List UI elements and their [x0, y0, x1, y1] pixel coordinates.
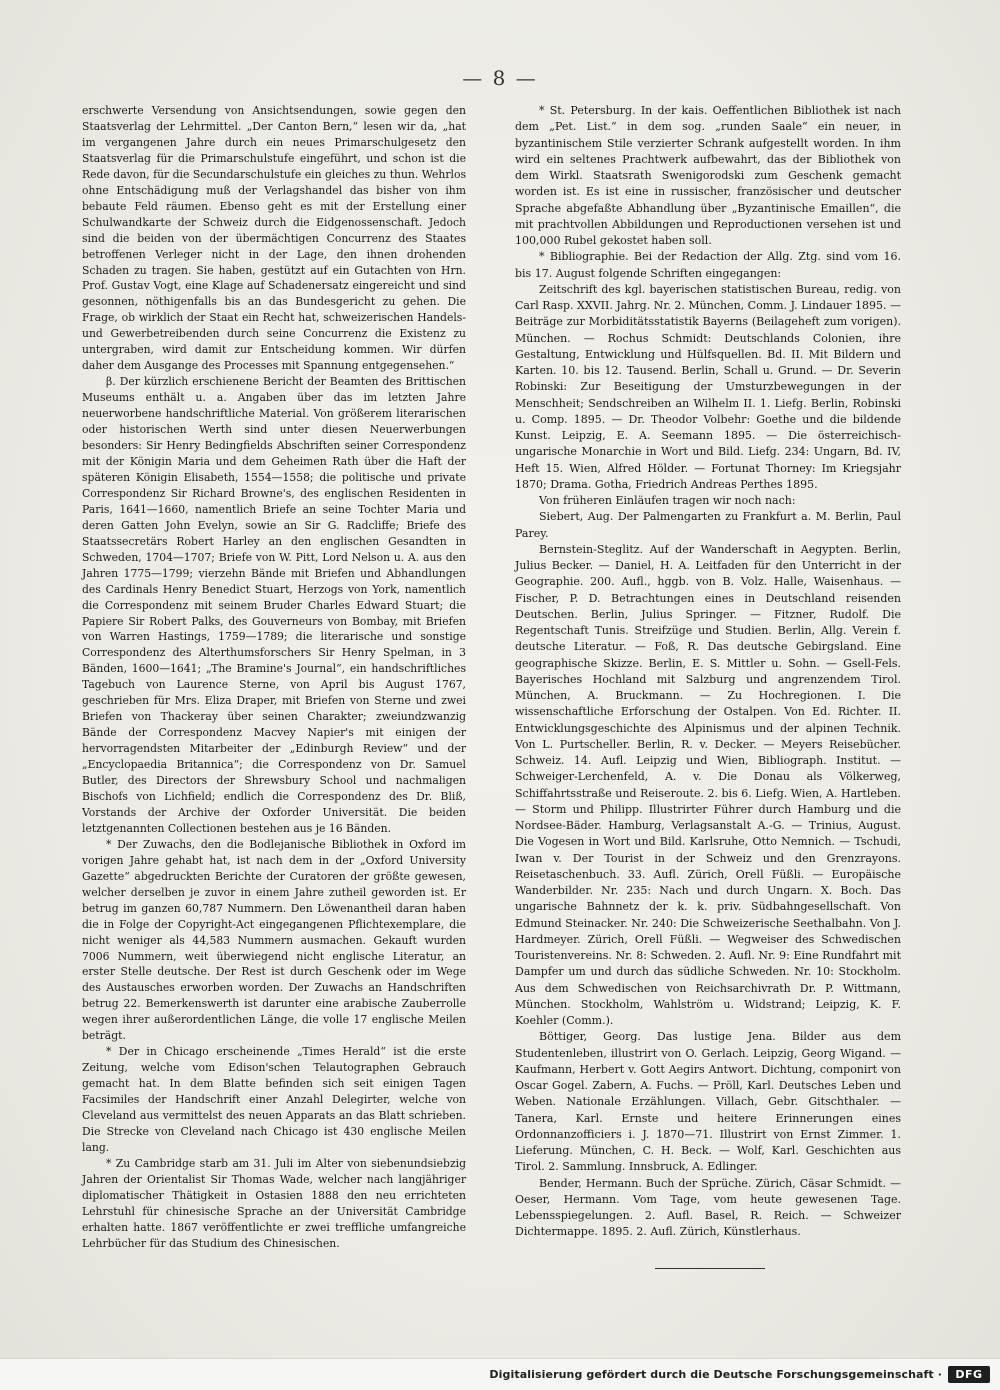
- bibliography-entry: Böttiger, Georg. Das lustige Jena. Bilder aus dem Studentenleben, illustrirt von O. Gerlach. Leipzig, Georg Wigand. — Kaufmann, Herbert v. Gott Aegirs Antwort. Dichtung, componirt von Oscar Gogel. Zabern, A. Fuchs. — Pröll, Karl. Deutsches Leben und Weben. Nationale Erzählungen. Villach, Gebr. Gitschthaler. — Tanera, Karl. Ernste und heitere Erinnerungen eines Ordonnanzofficiers i. J. 1870—71. Illustrirt von Ernst Zimmer. 1. Lieferung. München, C. H. Beck. — Wolf, Karl. Geschichten aus Tirol. 2. Sammlung. Innsbruck, A. Edlinger.: [515, 1030, 901, 1174]
- bibliography-entry: Zeitschrift des kgl. bayerischen statistischen Bureau, redig. von Carl Rasp. XXVII. Jahrg. Nr. 2. München, Comm. J. Lindauer 1895. — Beiträge zur Morbiditätsstatistik Bayerns (Beilageheft zum vorigen). München. — Rochus Schmidt: Deutschlands Colonien, ihre Gestaltung, Entwicklung und Hülfsquellen. Bd. II. Mit Bildern und Karten. 10. bis 12. Tausend. Berlin, Schall u. Grund. — Dr. Severin Robinski: Zur Beseitigung der Umsturzbewegungen in der Menschheit; Sendschreiben an Wilhelm II. 1. Liefg. Berlin, Robinski u. Comp. 1895. — Dr. Theodor Volbehr: Goethe und die bildende Kunst. Leipzig, E. A. Seemann 1895. — Die österreichisch-ungarische Monarchie in Wort und Bild. Liefg. 234: Ungarn, Bd. IV, Heft 15. Wien, Alfred Hölder. — Fortunat Thorney: Im Kriegsjahr 1870; Drama. Gotha, Friedrich Andreas Perthes 1895.: [515, 282, 901, 491]
- funding-notice: Digitalisierung gefördert durch die Deutsche Forschungsgemeinschaft ·: [489, 1368, 942, 1381]
- dfg-logo: DFG: [948, 1366, 990, 1383]
- bibliography-heading: * Bibliographie. Bei der Redaction der Allg. Ztg. sind vom 16. bis 17. August folgende Schriften eingegangen:: [515, 250, 901, 280]
- article-paragraph: β. Der kürzlich erschienene Bericht der Beamten des Brittischen Museums enthält u. a. Angaben über das im letzten Jahre neuerworbene handschriftliche Material. Von größerem literarischen oder historischen Werth sind unter diesen Neuerwerbungen besonders: Sir Henry Bedingfields Abschriften seiner Correspondenz mit der Königin Maria und dem Geheimen Rath über die Haft der späteren Königin Elisabeth, 1554—1558; die politische und private Correspondenz Sir Richard Browne's, des englischen Residenten in Paris, 1641—1660, namentlich Briefe an seine Tochter Maria und deren Gatten John Evelyn, sowie an Sir G. Radcliffe; Briefe des Staatssecretärs Robert Harley an den englischen Gesandten in Schweden, 1704—1707; Briefe von W. Pitt, Lord Nelson u. A. aus den Jahren 1775—1799; vierzehn Bände mit Briefen und Abhandlungen des Cardinals Henry Benedict Stuart, Herzogs von York, namentlich die Correspondenz mit seinem Bruder Charles Edward Stuart; die Papiere Sir Robert Palks, des Gouverneurs von Bombay, mit Briefen von Warren Hastings, 1759—1789; die literarische und sonstige Correspondenz des Alterthumsforschers Sir Henry Spelman, in 3 Bänden, 1600—1641; „The Bramine's Journal“, ein handschriftliches Tagebuch von Laurence Sterne, von April bis August 1767, geschrieben für Mrs. Eliza Draper, mit Briefen von Sterne und zwei Briefen von Thackeray über seinen Charakter; zweiundzwanzig Bände der Correspondenz Macvey Napier's mit einigen der hervorragendsten Mitarbeiter der „Edinburgh Review“ und der „Encyclopaedia Britannica“; die Correspondenz von Dr. Samuel Butler, des Directors der Shrewsbury School und nachmaligen Bischofs von Lichfield; endlich die Correspondenz des Dr. Bliß, Vorstands der Archive der Oxforder Universität. Die beiden letztgenannten Collectionen bestehen aus je 16 Bänden.: [82, 375, 466, 835]
- article-paragraph: * Zu Cambridge starb am 31. Juli im Alter von siebenundsiebzig Jahren der Orientalist Sir Thomas Wade, welcher nach langjähriger diplomatischer Thätigkeit in Ostasien 1888 den neu errichteten Lehrstuhl für chinesische Sprache an der Universität Cambridge erhalten hatte. 1867 veröffentlichte er zwei treffliche umfangreiche Lehrbücher für das Studium des Chinesischen.: [82, 1156, 466, 1250]
- right-column: [515, 103, 901, 1241]
- bibliography-subheading: Von früheren Einläufen tragen wir noch nach:: [539, 494, 796, 507]
- bibliography-entry: Bernstein-Steglitz. Auf der Wanderschaft in Aegypten. Berlin, Julius Becker. — Daniel, H. A. Leitfaden für den Unterricht in der Geographie. 200. Aufl., hggb. von B. Volz. Halle, Waisenhaus. — Fischer, P. D. Betrachtungen eines in Deutschland reisenden Deutschen. Berlin, Julius Springer. — Fitzner, Rudolf. Die Regentschaft Tunis. Streifzüge und Studien. Berlin, Allg. Verein f. deutsche Literatur. — Foß, R. Das deutsche Gebirgsland. Eine geographische Skizze. Berlin, E. S. Mittler u. Sohn. — Gsell-Fels. Bayerisches Hochland mit Salzburg und angrenzendem Tirol. München, A. Bruckmann. — Zu Hochregionen. I. Die wissenschaftliche Erforschung der Ostalpen. Von Ed. Richter. II. Entwicklungsgeschichte des Alpinismus und der alpinen Technik. Von L. Purtscheller. Berlin, R. v. Decker. — Meyers Reisebücher. Schweiz. 14. Aufl. Leipzig und Wien, Bibliograph. Institut. — Schweiger-Lerchenfeld, A. v. Die Donau als Völkerweg, Schiffahrtsstraße und Reiseroute. 2. bis 6. Liefg. Wien, A. Hartleben. — Storm und Philipp. Illustrirter Führer durch Hamburg und die Nordsee-Bäder. Hamburg, Verlagsanstalt A.-G. — Trinius, August. Die Vogesen in Wort und Bild. Karlsruhe, Otto Nemnich. — Tschudi, Iwan v. Der Tourist in der Schweiz und den Grenzrayons. Reisetaschenbuch. 33. Aufl. Zürich, Orell Füßli. — Europäische Wanderbilder. Nr. 235: Nach und durch Ungarn. X. Boch. Das ungarische Bahnnetz der k. k. priv. Südbahngesellschaft. Von Edmund Steinacker. Nr. 240: Die Schweizerische Seethalbahn. Von J. Hardmeyer. Zürich, Orell Füßli. — Wegweiser des Schwedischen Touristenvereins. Nr. 8: Schweden. 2. Aufl. Nr. 9: Eine Rundfahrt mit Dampfer um und durch das südliche Schweden. Nr. 10: Stockholm. Aus dem Schwedischen von Reichsarchivrath Dr. P. Wittmann, München. Stockholm, Wahlström u. Widstrand; Leipzig, K. F. Koehler (Comm.).: [515, 542, 901, 1027]
- page-number: — 8 —: [462, 66, 538, 90]
- end-rule: [655, 1268, 765, 1269]
- left-column: [82, 103, 466, 1252]
- bibliography-entry: Bender, Hermann. Buch der Sprüche. Zürich, Cäsar Schmidt. — Oeser, Hermann. Vom Tage, vom heute gewesenen Tage. Lebensspiegelungen. 2. Aufl. Basel, R. Reich. — Schweizer Dichtermappe. 1895. 2. Aufl. Zürich, Künstlerhaus.: [515, 1176, 901, 1239]
- bibliography-entry: Siebert, Aug. Der Palmengarten zu Frankfurt a. M. Berlin, Paul Parey.: [515, 510, 901, 540]
- article-paragraph: * Der Zuwachs, den die Bodlejanische Bibliothek in Oxford im vorigen Jahre gehabt hat, ist nach dem in der „Oxford University Gazette“ abgedruckten Berichte der Curatoren der größte gewesen, welcher derselben je zuvor in einem Jahre zutheil geworden ist. Er betrug im ganzen 60,787 Nummern. Den Löwenantheil daran haben die in Folge der Copyright-Act eingegangenen Pflichtexemplare, die nicht weniger als 44,583 Nummern ausmachen. Gekauft wurden 7006 Nummern, weit überwiegend nicht englische Literatur, an erster Stelle deutsche. Der Rest ist durch Geschenk oder im Wege des Austausches erworben worden. Der Zuwachs an Handschriften betrug 22. Bemerkenswerth ist darunter eine arabische Zauberrolle wegen ihrer außerordentlichen Länge, die volle 17 englische Meilen beträgt.: [82, 837, 466, 1043]
- footer-bar: [0, 1358, 1000, 1390]
- article-paragraph: * Der in Chicago erscheinende „Times Herald“ ist die erste Zeitung, welche vom Edison'schen Telautographen Gebrauch gemacht hat. In dem Blatte befinden sich seit einigen Tagen Facsimiles der Handschrift einer Anzahl Delegirter, welche von Cleveland aus vermittelst des neuen Apparats an das Blatt schrieben. Die Strecke von Cleveland nach Chicago ist 430 englische Meilen lang.: [82, 1045, 466, 1154]
- article-paragraph: * St. Petersburg. In der kais. Oeffentlichen Bibliothek ist nach dem „Pet. List.“ in dem sog. „runden Saale“ ein neuer, in byzantinischem Stile verzierter Schrank aufgestellt worden. In ihm wird ein seltenes Prachtwerk aufbewahrt, das der Bibliothek von dem Wirkl. Staatsrath Swenigorodski zum Geschenk gemacht worden ist. Es ist eine in russischer, französischer und deutscher Sprache abgefaßte Abhandlung über „Byzantinische Emaillen“, die mit prachtvollen Abbildungen und Reproductionen versehen ist und 100,000 Rubel gekostet haben soll.: [515, 104, 901, 247]
- article-paragraph: erschwerte Versendung von Ansichtsendungen, sowie gegen den Staatsverlag der Lehrmittel. „Der Canton Bern,“ lesen wir da, „hat im vergangenen Jahre durch ein neues Primarschulgesetz den Staatsverlag für die Primarschulstufe eingeführt, und schon ist die Rede davon, für die Secundarschulstufe ein gleiches zu thun. Wehrlos ohne Entschädigung muß der Verlagshandel das bisher von ihm bebaute Feld räumen. Ebenso geht es mit der Erstellung einer Schulwandkarte der Schweiz durch die Eidgenossenschaft. Jedoch sind die beiden von der übermächtigen Concurrenz des Staates betroffenen Verleger nicht in der Lage, den ihnen drohenden Schaden zu tragen. Sie haben, gestützt auf ein Gutachten von Hrn. Prof. Gustav Vogt, eine Klage auf Schadenersatz eingereicht und sind gesonnen, nöthigenfalls bis an das Bundesgericht zu gehen. Die Frage, ob wirklich der Staat ein Recht hat, schweizerischen Handels- und Gewerbetreibenden durch seine Concurrenz die Existenz zu untergraben, wird damit zur Entscheidung kommen. Wir dürfen daher dem Ausgange des Processes mit Spannung entgegensehen.“: [82, 104, 466, 373]
